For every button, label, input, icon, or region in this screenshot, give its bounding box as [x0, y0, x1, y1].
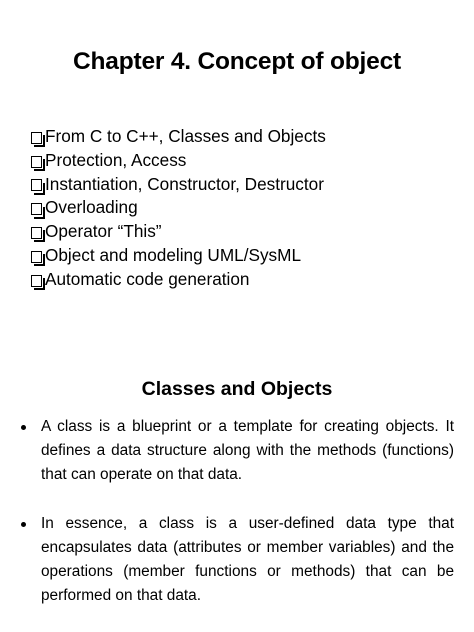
bullet-text: A class is a blueprint or a template for creating objects. It defines a data structure along with the methods (functions) that can operate on that data. — [41, 418, 454, 483]
topic-item — [31, 173, 326, 197]
checkbox-icon — [31, 156, 42, 168]
checkbox-icon — [31, 179, 42, 191]
chapter-title: Chapter 4. Concept of object — [73, 48, 401, 75]
bullet-item — [0, 415, 474, 486]
checkbox-icon — [31, 251, 42, 263]
checkbox-icon — [31, 227, 42, 239]
section-heading: Classes and Objects — [141, 378, 333, 400]
bullet-item — [0, 512, 474, 607]
topic-item — [31, 196, 326, 220]
bullet-list — [0, 415, 474, 608]
bullet-icon — [21, 425, 26, 430]
topic-label: From C to C++, Classes and Objects — [45, 126, 326, 146]
topic-label: Instantiation, Constructor, Destructor — [45, 173, 324, 194]
topic-label: Protection, Access — [45, 149, 187, 170]
checkbox-icon — [31, 132, 42, 144]
topic-item — [31, 149, 326, 173]
bullet-text: In essence, a class is a user-defined data type that encapsulates data (attributes or member variables) and the operations (member functions or methods) that can be performed on that data. — [41, 515, 454, 604]
topic-label: Operator “This” — [45, 221, 162, 242]
topic-label: Overloading — [45, 197, 138, 218]
topic-list — [31, 125, 326, 292]
checkbox-icon — [31, 203, 42, 215]
topic-item — [31, 268, 326, 292]
topic-label: Object and modeling UML/SysML — [45, 244, 302, 265]
topic-item — [31, 125, 326, 149]
bullet-icon — [21, 522, 26, 527]
topic-item — [31, 220, 326, 244]
checkbox-icon — [31, 275, 42, 287]
topic-label: Automatic code generation — [45, 268, 250, 289]
topic-item — [31, 244, 326, 268]
